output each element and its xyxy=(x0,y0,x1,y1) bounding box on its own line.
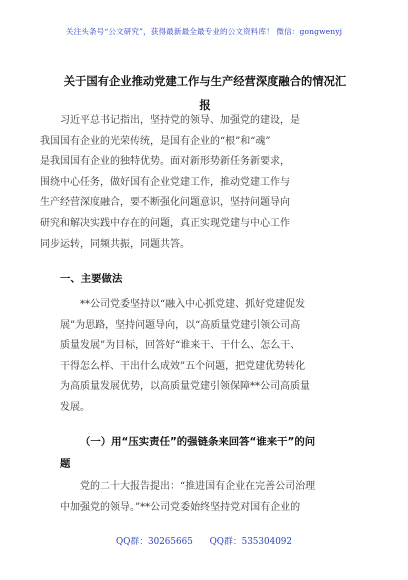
footer-contacts xyxy=(0,534,408,547)
header-banner: 关注头条号“公文研究”，获得最新最全最专业的公文资料库！ 微信：gongwenyj xyxy=(65,27,343,36)
text-line: 围绕中心任务，做好国有企业党建工作，推动党建工作与 xyxy=(40,176,290,188)
text-line: 同步运转，同频共振，同题共答。 xyxy=(40,238,190,250)
text-line: 为高质量发展优势，以高质量党建引领保障**公司高质量 xyxy=(60,381,310,393)
text-line: 发展。 xyxy=(60,401,90,413)
text-line: 展”为思路，坚持问题导向，以“高质量党建引领公司高 xyxy=(60,319,301,331)
text-line: 生产经营深度融合，要不断强化问题意识，坚持问题导向 xyxy=(40,197,290,209)
qq-group-1: QQ群：30265665 xyxy=(116,537,193,547)
text-line: 我国国有企业的光荣传统，是国有企业的“根”和“魂” xyxy=(40,135,271,147)
text-line: 是我国国有企业的独特优势。面对新形势新任务新要求， xyxy=(40,156,290,168)
paragraph-practices xyxy=(60,295,310,419)
subsection-heading xyxy=(60,431,360,475)
paragraph-intro xyxy=(40,111,300,255)
text-line: 中加强党的领导。”**公司党委始终坚持党对国有企业的 xyxy=(60,501,301,513)
text-line: 干得怎么样、干出什么成效”五个问题，把党建优势转化 xyxy=(60,360,306,372)
text-line: **公司党委坚持以“融入中心抓党建、抓好党建促发 xyxy=(80,299,306,310)
title-line: 关于国有企业推动党建工作与生产经营深度融合的情况汇 xyxy=(63,75,347,88)
section-heading: 一、主要做法 xyxy=(60,273,123,285)
text-line: 研究和解决实践中存在的问题，真正实现党建与中心工作 xyxy=(40,217,290,229)
qq-group-2: QQ群：535304092 xyxy=(209,537,292,547)
subheading-line: （一）用“压实责任”的强链条来回答“谁来干”的问 xyxy=(80,436,316,448)
text-line: 质量发展”为目标，回答好“谁来干、干什么、怎么干、 xyxy=(60,340,301,352)
subheading-line: 题 xyxy=(60,458,71,470)
paragraph-report xyxy=(60,477,315,518)
text-line: 习近平总书记指出，坚持党的领导、加强党的建设，是 xyxy=(60,115,300,126)
text-line: 党的二十大报告提出：“推进国有企业在完善公司治理 xyxy=(80,481,316,492)
title-line: 报 xyxy=(199,99,211,112)
